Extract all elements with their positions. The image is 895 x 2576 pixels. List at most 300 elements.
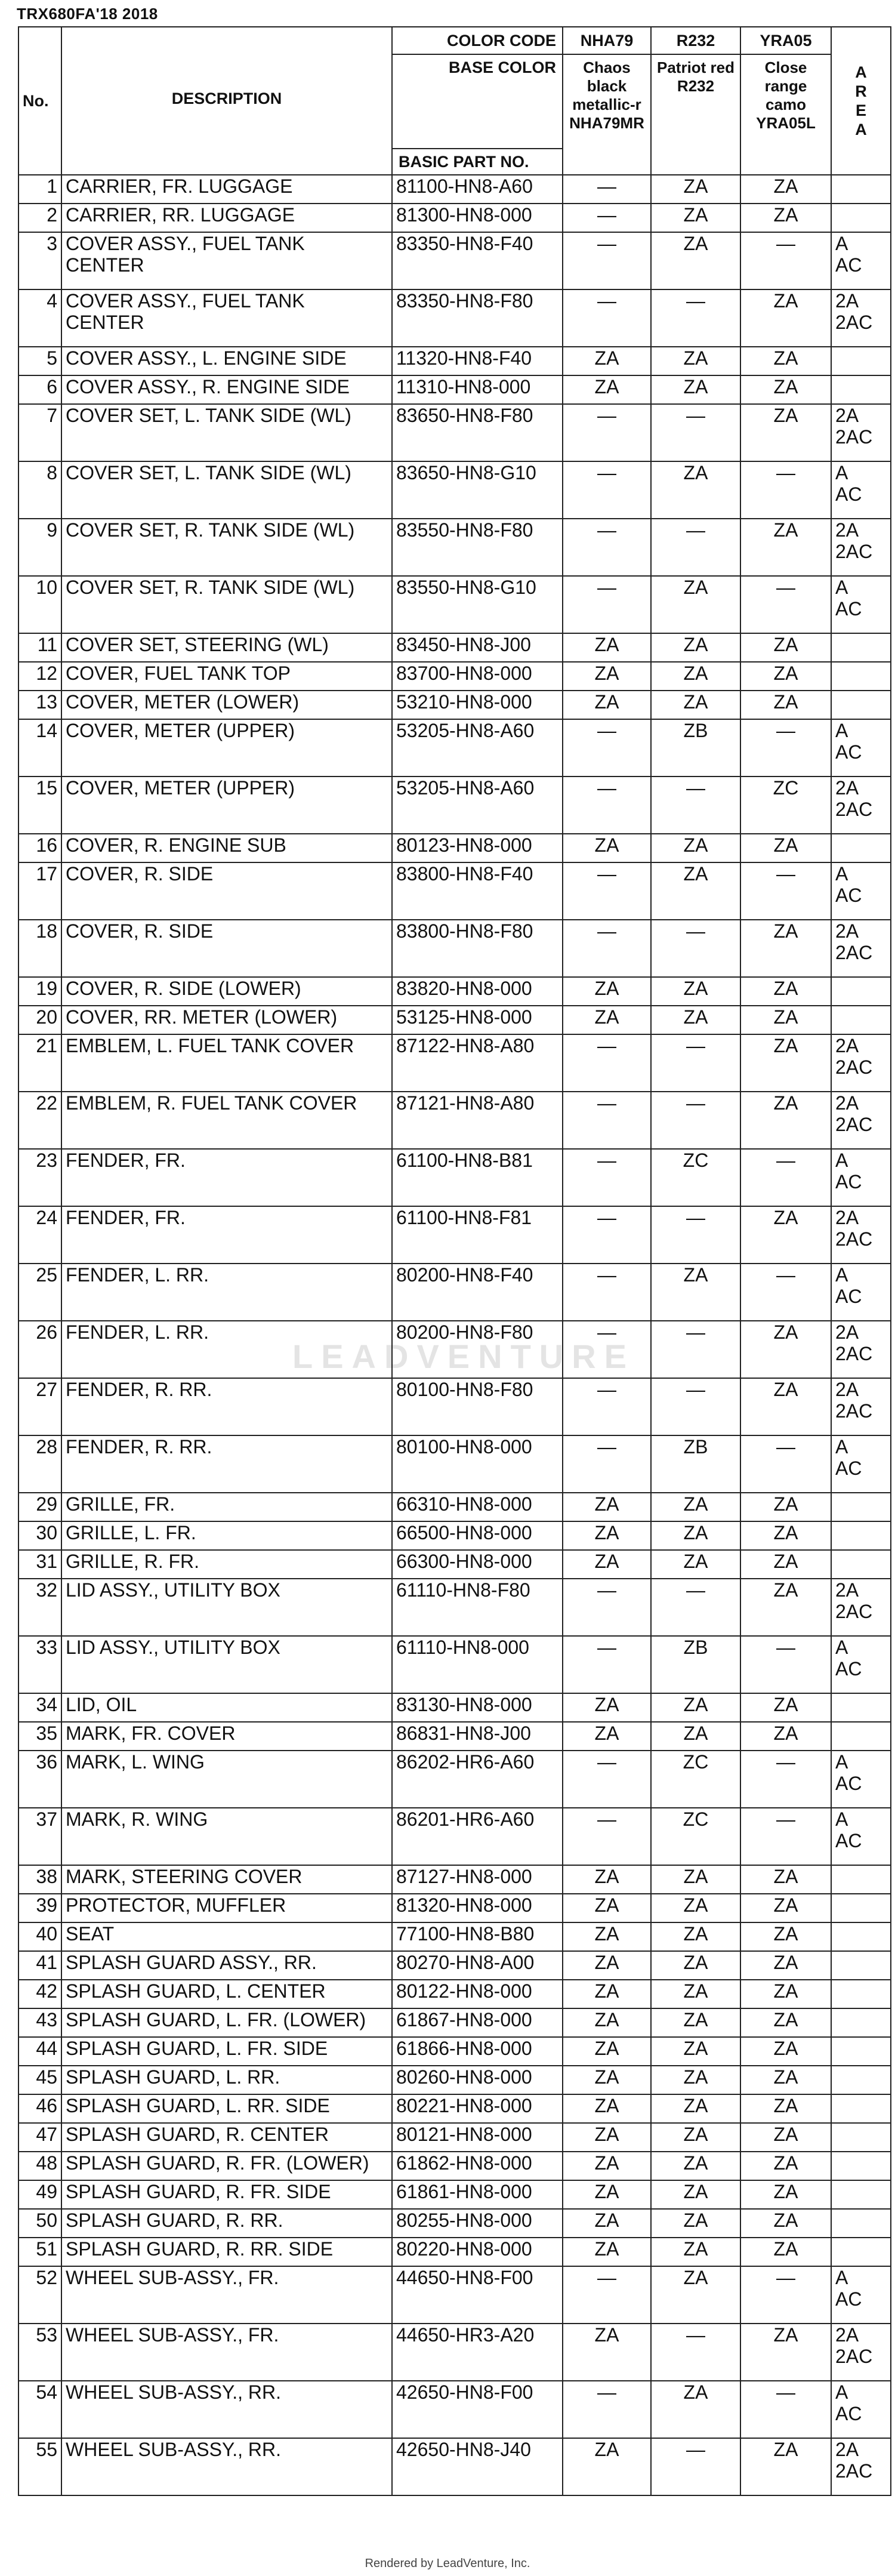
part-number: 53125-HN8-000 bbox=[392, 1006, 563, 1034]
variant-2-code: ZA bbox=[651, 375, 740, 404]
variant-color-2: Patriot red R232 bbox=[651, 54, 740, 175]
area-cell bbox=[831, 2180, 891, 2209]
part-number: 44650-HR3-A20 bbox=[392, 2324, 563, 2381]
row-number: 54 bbox=[18, 2381, 61, 2438]
variant-code-1: NHA79 bbox=[563, 27, 651, 54]
area-cell bbox=[831, 2209, 891, 2238]
area-header-letter: E bbox=[855, 101, 866, 119]
variant-1-code: ZA bbox=[563, 633, 651, 662]
row-number: 43 bbox=[18, 2008, 61, 2037]
area-code: AC bbox=[835, 885, 862, 906]
table-row bbox=[18, 1264, 891, 1321]
area-cell bbox=[831, 1493, 891, 1521]
variant-1-code: — bbox=[563, 461, 651, 519]
row-number: 52 bbox=[18, 2266, 61, 2324]
variant-2-code: ZA bbox=[651, 633, 740, 662]
part-number: 81320-HN8-000 bbox=[392, 1894, 563, 1922]
variant-3-code: — bbox=[740, 2266, 831, 2324]
row-number: 42 bbox=[18, 1980, 61, 2008]
variant-3-code: ZA bbox=[740, 2324, 831, 2381]
variant-1-code: ZA bbox=[563, 2180, 651, 2209]
variant-2-code: — bbox=[651, 1579, 740, 1636]
variant-1-code: ZA bbox=[563, 2008, 651, 2037]
row-number: 32 bbox=[18, 1579, 61, 1636]
part-number: 61861-HN8-000 bbox=[392, 2180, 563, 2209]
row-number: 40 bbox=[18, 1922, 61, 1951]
part-description: SPLASH GUARD, R. CENTER bbox=[61, 2123, 392, 2152]
table-row bbox=[18, 1751, 891, 1808]
part-number: 80123-HN8-000 bbox=[392, 834, 563, 862]
area-code: 2AC bbox=[835, 1114, 873, 1135]
area-cell bbox=[831, 2066, 891, 2094]
area-cell bbox=[831, 1149, 891, 1206]
area-code: A bbox=[835, 233, 848, 254]
variant-2-code: ZA bbox=[651, 862, 740, 920]
row-number: 10 bbox=[18, 576, 61, 633]
row-number: 11 bbox=[18, 633, 61, 662]
part-description: MARK, L. WING bbox=[61, 1751, 392, 1808]
row-number: 37 bbox=[18, 1808, 61, 1865]
area-cell bbox=[831, 1951, 891, 1980]
variant-1-code: ZA bbox=[563, 2094, 651, 2123]
part-description: COVER, METER (UPPER) bbox=[61, 777, 392, 834]
area-cell bbox=[831, 1264, 891, 1321]
part-number: 61100-HN8-F81 bbox=[392, 1206, 563, 1264]
part-number: 83350-HN8-F80 bbox=[392, 289, 563, 347]
area-cell bbox=[831, 1206, 891, 1264]
table-row bbox=[18, 2266, 891, 2324]
variant-3-code: ZA bbox=[740, 1550, 831, 1579]
variant-code-2: R232 bbox=[651, 27, 740, 54]
variant-2-code: ZA bbox=[651, 1693, 740, 1722]
row-number: 17 bbox=[18, 862, 61, 920]
variant-1-code: ZA bbox=[563, 375, 651, 404]
area-header-letter: R bbox=[855, 82, 867, 100]
row-number: 6 bbox=[18, 375, 61, 404]
area-code: 2A bbox=[835, 1379, 859, 1400]
area-cell bbox=[831, 1865, 891, 1894]
row-number: 36 bbox=[18, 1751, 61, 1808]
variant-2-code: ZA bbox=[651, 1894, 740, 1922]
area-cell bbox=[831, 1321, 891, 1378]
area-code: A bbox=[835, 1751, 848, 1773]
variant-3-code: ZA bbox=[740, 1321, 831, 1378]
variant-1-code: — bbox=[563, 175, 651, 204]
area-cell bbox=[831, 1722, 891, 1751]
variant-3-code: ZA bbox=[740, 1092, 831, 1149]
part-description: SPLASH GUARD, L. RR. SIDE bbox=[61, 2094, 392, 2123]
part-description: COVER SET, STEERING (WL) bbox=[61, 633, 392, 662]
variant-3-code: — bbox=[740, 576, 831, 633]
area-cell bbox=[831, 461, 891, 519]
row-number: 20 bbox=[18, 1006, 61, 1034]
area-code: A bbox=[835, 462, 848, 483]
part-number: 11320-HN8-F40 bbox=[392, 347, 563, 375]
table-row bbox=[18, 662, 891, 691]
area-code: AC bbox=[835, 254, 862, 276]
part-description: COVER SET, L. TANK SIDE (WL) bbox=[61, 461, 392, 519]
part-number: 61110-HN8-000 bbox=[392, 1636, 563, 1693]
table-row bbox=[18, 1435, 891, 1493]
area-cell bbox=[831, 2152, 891, 2180]
variant-3-code: ZA bbox=[740, 289, 831, 347]
row-number: 34 bbox=[18, 1693, 61, 1722]
variant-2-code: ZA bbox=[651, 2123, 740, 2152]
variant-2-code: ZB bbox=[651, 1435, 740, 1493]
area-cell bbox=[831, 375, 891, 404]
part-description: COVER ASSY., L. ENGINE SIDE bbox=[61, 347, 392, 375]
row-number: 13 bbox=[18, 691, 61, 719]
table-row bbox=[18, 1034, 891, 1092]
part-number: 86831-HN8-J00 bbox=[392, 1722, 563, 1751]
area-cell bbox=[831, 232, 891, 289]
table-row bbox=[18, 2094, 891, 2123]
variant-3-code: ZA bbox=[740, 2066, 831, 2094]
part-description: COVER SET, R. TANK SIDE (WL) bbox=[61, 519, 392, 576]
area-cell bbox=[831, 777, 891, 834]
variant-3-code: ZA bbox=[740, 1722, 831, 1751]
row-number: 30 bbox=[18, 1521, 61, 1550]
variant-2-code: — bbox=[651, 1206, 740, 1264]
variant-2-code: ZA bbox=[651, 834, 740, 862]
part-number: 53205-HN8-A60 bbox=[392, 719, 563, 777]
area-cell bbox=[831, 2324, 891, 2381]
row-number: 55 bbox=[18, 2438, 61, 2495]
area-cell bbox=[831, 2438, 891, 2495]
table-row bbox=[18, 2037, 891, 2066]
variant-2-code: ZC bbox=[651, 1808, 740, 1865]
row-number: 45 bbox=[18, 2066, 61, 2094]
variant-3-code: ZA bbox=[740, 2008, 831, 2037]
part-description: PROTECTOR, MUFFLER bbox=[61, 1894, 392, 1922]
area-cell bbox=[831, 576, 891, 633]
variant-2-code: ZA bbox=[651, 977, 740, 1006]
part-number: 80220-HN8-000 bbox=[392, 2238, 563, 2266]
variant-2-code: ZA bbox=[651, 1521, 740, 1550]
part-description: CARRIER, RR. LUGGAGE bbox=[61, 204, 392, 232]
variant-2-code: — bbox=[651, 1034, 740, 1092]
variant-1-code: ZA bbox=[563, 1865, 651, 1894]
variant-3-code: ZA bbox=[740, 347, 831, 375]
table-row bbox=[18, 1865, 891, 1894]
area-code: 2A bbox=[835, 2439, 859, 2460]
variant-1-code: — bbox=[563, 2381, 651, 2438]
area-cell bbox=[831, 347, 891, 375]
variant-1-code: — bbox=[563, 862, 651, 920]
area-code: A bbox=[835, 863, 848, 885]
part-number: 77100-HN8-B80 bbox=[392, 1922, 563, 1951]
row-number: 46 bbox=[18, 2094, 61, 2123]
row-number: 51 bbox=[18, 2238, 61, 2266]
part-number: 83550-HN8-F80 bbox=[392, 519, 563, 576]
row-number: 5 bbox=[18, 347, 61, 375]
variant-3-code: — bbox=[740, 461, 831, 519]
part-number: 80200-HN8-F80 bbox=[392, 1321, 563, 1378]
area-code: AC bbox=[835, 483, 862, 505]
row-number: 26 bbox=[18, 1321, 61, 1378]
area-code: AC bbox=[835, 1830, 862, 1851]
area-code: 2AC bbox=[835, 541, 873, 562]
table-row bbox=[18, 461, 891, 519]
variant-3-code: ZA bbox=[740, 1922, 831, 1951]
area-code: 2AC bbox=[835, 2346, 873, 2367]
variant-3-code: ZA bbox=[740, 920, 831, 977]
watermark: LEADVENTURE bbox=[292, 1338, 635, 1375]
area-code: 2A bbox=[835, 920, 859, 942]
part-description: COVER, R. SIDE bbox=[61, 862, 392, 920]
area-code: 2A bbox=[835, 1092, 859, 1114]
page-title: TRX680FA'18 2018 bbox=[17, 5, 158, 23]
area-cell bbox=[831, 977, 891, 1006]
area-cell bbox=[831, 2123, 891, 2152]
area-header bbox=[831, 27, 891, 175]
variant-1-code: — bbox=[563, 2266, 651, 2324]
variant-code-3: YRA05 bbox=[740, 27, 831, 54]
row-number: 38 bbox=[18, 1865, 61, 1894]
area-cell bbox=[831, 1636, 891, 1693]
part-description: FENDER, FR. bbox=[61, 1206, 392, 1264]
variant-2-code: — bbox=[651, 404, 740, 461]
variant-1-code: ZA bbox=[563, 2324, 651, 2381]
row-number: 44 bbox=[18, 2037, 61, 2066]
part-number: 44650-HN8-F00 bbox=[392, 2266, 563, 2324]
variant-1-code: — bbox=[563, 1751, 651, 1808]
variant-2-code: ZA bbox=[651, 1493, 740, 1521]
table-row bbox=[18, 1378, 891, 1435]
variant-color-3: Close range camo YRA05L bbox=[740, 54, 831, 175]
table-row bbox=[18, 834, 891, 862]
row-number: 41 bbox=[18, 1951, 61, 1980]
part-description: WHEEL SUB-ASSY., FR. bbox=[61, 2266, 392, 2324]
part-number: 86202-HR6-A60 bbox=[392, 1751, 563, 1808]
part-number: 83650-HN8-F80 bbox=[392, 404, 563, 461]
part-description: WHEEL SUB-ASSY., FR. bbox=[61, 2324, 392, 2381]
no-header: No. bbox=[18, 27, 61, 175]
area-code: 2A bbox=[835, 1321, 859, 1343]
table-row bbox=[18, 1550, 891, 1579]
table-row bbox=[18, 347, 891, 375]
area-code: AC bbox=[835, 741, 862, 763]
part-description: WHEEL SUB-ASSY., RR. bbox=[61, 2381, 392, 2438]
part-description: FENDER, L. RR. bbox=[61, 1264, 392, 1321]
variant-3-code: ZA bbox=[740, 1378, 831, 1435]
area-code: AC bbox=[835, 1458, 862, 1479]
area-code: 2A bbox=[835, 519, 859, 541]
table-row bbox=[18, 1980, 891, 2008]
row-number: 9 bbox=[18, 519, 61, 576]
variant-3-code: ZA bbox=[740, 2152, 831, 2180]
variant-2-code: — bbox=[651, 2324, 740, 2381]
part-number: 83800-HN8-F80 bbox=[392, 920, 563, 977]
variant-3-code: — bbox=[740, 719, 831, 777]
variant-3-code: ZA bbox=[740, 2094, 831, 2123]
variant-1-code: ZA bbox=[563, 1550, 651, 1579]
variant-1-code: ZA bbox=[563, 977, 651, 1006]
row-number: 16 bbox=[18, 834, 61, 862]
variant-1-code: ZA bbox=[563, 2123, 651, 2152]
table-row bbox=[18, 204, 891, 232]
part-number: 80100-HN8-F80 bbox=[392, 1378, 563, 1435]
part-number: 86201-HR6-A60 bbox=[392, 1808, 563, 1865]
area-code: 2AC bbox=[835, 1056, 873, 1078]
variant-3-code: — bbox=[740, 2381, 831, 2438]
variant-2-code: — bbox=[651, 920, 740, 977]
variant-3-code: ZA bbox=[740, 1951, 831, 1980]
area-cell bbox=[831, 1693, 891, 1722]
variant-1-code: ZA bbox=[563, 2037, 651, 2066]
table-row bbox=[18, 719, 891, 777]
part-number: 53210-HN8-000 bbox=[392, 691, 563, 719]
row-number: 21 bbox=[18, 1034, 61, 1092]
variant-1-code: — bbox=[563, 519, 651, 576]
part-description: COVER ASSY., FUEL TANK CENTER bbox=[61, 232, 392, 289]
table-row bbox=[18, 1006, 891, 1034]
variant-2-code: ZA bbox=[651, 2180, 740, 2209]
table-header bbox=[18, 27, 891, 175]
row-number: 49 bbox=[18, 2180, 61, 2209]
part-number: 80200-HN8-F40 bbox=[392, 1264, 563, 1321]
variant-1-code: ZA bbox=[563, 1693, 651, 1722]
description-header: DESCRIPTION bbox=[61, 27, 392, 175]
area-cell bbox=[831, 691, 891, 719]
part-description: SPLASH GUARD, L. FR. SIDE bbox=[61, 2037, 392, 2066]
variant-2-code: ZA bbox=[651, 347, 740, 375]
variant-2-code: ZA bbox=[651, 461, 740, 519]
variant-2-code: ZA bbox=[651, 1922, 740, 1951]
variant-3-code: ZA bbox=[740, 1894, 831, 1922]
variant-2-code: ZA bbox=[651, 2037, 740, 2066]
table-row bbox=[18, 1922, 891, 1951]
row-number: 39 bbox=[18, 1894, 61, 1922]
variant-3-code: — bbox=[740, 1149, 831, 1206]
area-code: A bbox=[835, 2381, 848, 2403]
part-description: COVER, METER (LOWER) bbox=[61, 691, 392, 719]
area-code: 2A bbox=[835, 290, 859, 312]
variant-3-code: ZA bbox=[740, 2209, 831, 2238]
table-row bbox=[18, 2209, 891, 2238]
table-row bbox=[18, 1693, 891, 1722]
variant-1-code: — bbox=[563, 1636, 651, 1693]
part-description: SPLASH GUARD, L. FR. (LOWER) bbox=[61, 2008, 392, 2037]
variant-1-code: — bbox=[563, 719, 651, 777]
part-number: 80260-HN8-000 bbox=[392, 2066, 563, 2094]
variant-2-code: ZA bbox=[651, 1006, 740, 1034]
variant-1-code: — bbox=[563, 1808, 651, 1865]
variant-3-code: ZA bbox=[740, 1980, 831, 2008]
table-row bbox=[18, 1149, 891, 1206]
variant-1-code: ZA bbox=[563, 662, 651, 691]
area-code: AC bbox=[835, 2403, 862, 2424]
part-number: 66300-HN8-000 bbox=[392, 1550, 563, 1579]
area-code: 2A bbox=[835, 1207, 859, 1228]
part-description: MARK, STEERING COVER bbox=[61, 1865, 392, 1894]
variant-2-code: ZA bbox=[651, 232, 740, 289]
area-cell bbox=[831, 834, 891, 862]
footer-credit: Rendered by LeadVenture, Inc. bbox=[365, 2557, 530, 2570]
part-number: 53205-HN8-A60 bbox=[392, 777, 563, 834]
row-number: 53 bbox=[18, 2324, 61, 2381]
variant-1-code: ZA bbox=[563, 2152, 651, 2180]
row-number: 8 bbox=[18, 461, 61, 519]
variant-1-code: ZA bbox=[563, 1521, 651, 1550]
variant-1-code: ZA bbox=[563, 2066, 651, 2094]
area-cell bbox=[831, 1092, 891, 1149]
part-number: 83650-HN8-G10 bbox=[392, 461, 563, 519]
part-number: 83130-HN8-000 bbox=[392, 1693, 563, 1722]
area-code: 2AC bbox=[835, 312, 873, 333]
part-description: SPLASH GUARD, R. FR. SIDE bbox=[61, 2180, 392, 2209]
table-row bbox=[18, 2438, 891, 2495]
variant-2-code: — bbox=[651, 289, 740, 347]
area-header-letter: A bbox=[855, 121, 867, 138]
variant-3-code: ZA bbox=[740, 1865, 831, 1894]
variant-3-code: — bbox=[740, 1751, 831, 1808]
area-code: AC bbox=[835, 1286, 862, 1307]
variant-2-code: ZC bbox=[651, 1751, 740, 1808]
variant-2-code: ZA bbox=[651, 2066, 740, 2094]
part-description: COVER, R. SIDE (LOWER) bbox=[61, 977, 392, 1006]
area-cell bbox=[831, 289, 891, 347]
row-number: 4 bbox=[18, 289, 61, 347]
area-code: 2AC bbox=[835, 1228, 873, 1250]
variant-2-code: ZA bbox=[651, 2381, 740, 2438]
part-number: 42650-HN8-F00 bbox=[392, 2381, 563, 2438]
part-description: GRILLE, FR. bbox=[61, 1493, 392, 1521]
table-row bbox=[18, 1722, 891, 1751]
variant-3-code: ZA bbox=[740, 1206, 831, 1264]
variant-3-code: ZA bbox=[740, 1521, 831, 1550]
table-row bbox=[18, 576, 891, 633]
variant-1-code: — bbox=[563, 1321, 651, 1378]
variant-1-code: — bbox=[563, 232, 651, 289]
area-code: AC bbox=[835, 1773, 862, 1794]
part-description: COVER, FUEL TANK TOP bbox=[61, 662, 392, 691]
row-number: 3 bbox=[18, 232, 61, 289]
table-body bbox=[18, 175, 891, 2495]
row-number: 18 bbox=[18, 920, 61, 977]
part-description: SPLASH GUARD, R. RR. bbox=[61, 2209, 392, 2238]
part-description: FENDER, R. RR. bbox=[61, 1435, 392, 1493]
area-cell bbox=[831, 1435, 891, 1493]
variant-2-code: ZA bbox=[651, 662, 740, 691]
area-header-letter: A bbox=[855, 63, 867, 81]
part-description: SPLASH GUARD, L. CENTER bbox=[61, 1980, 392, 2008]
table-row bbox=[18, 1206, 891, 1264]
part-number: 66500-HN8-000 bbox=[392, 1521, 563, 1550]
row-number: 29 bbox=[18, 1493, 61, 1521]
variant-3-code: — bbox=[740, 1264, 831, 1321]
part-description: COVER SET, L. TANK SIDE (WL) bbox=[61, 404, 392, 461]
table-row bbox=[18, 404, 891, 461]
variant-2-code: ZA bbox=[651, 691, 740, 719]
variant-1-code: — bbox=[563, 1264, 651, 1321]
part-number: 80270-HN8-A00 bbox=[392, 1951, 563, 1980]
area-code: A bbox=[835, 1808, 848, 1830]
area-code: 2AC bbox=[835, 942, 873, 963]
variant-2-code: ZA bbox=[651, 1264, 740, 1321]
area-cell bbox=[831, 1894, 891, 1922]
area-code: 2A bbox=[835, 777, 859, 799]
variant-1-code: ZA bbox=[563, 834, 651, 862]
variant-2-code: — bbox=[651, 519, 740, 576]
row-number: 48 bbox=[18, 2152, 61, 2180]
area-code: A bbox=[835, 1150, 848, 1171]
area-code: A bbox=[835, 1637, 848, 1658]
table-row bbox=[18, 2152, 891, 2180]
table-row bbox=[18, 2238, 891, 2266]
variant-2-code: ZA bbox=[651, 1980, 740, 2008]
part-description: SEAT bbox=[61, 1922, 392, 1951]
